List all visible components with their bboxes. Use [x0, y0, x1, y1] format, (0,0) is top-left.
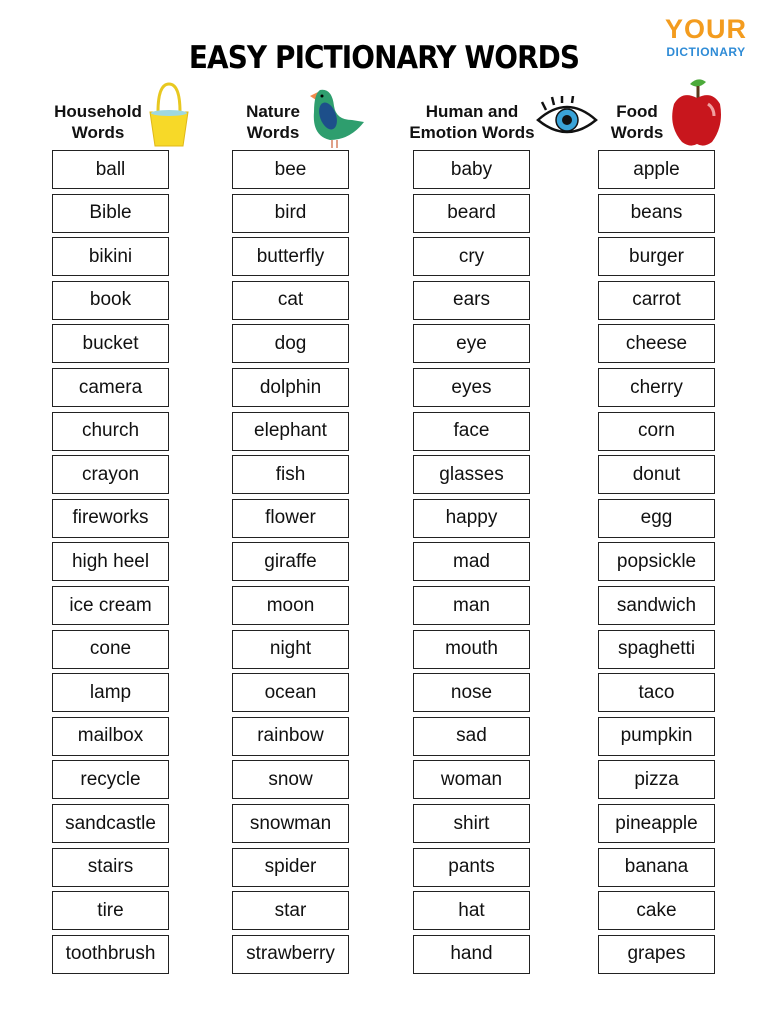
word-box-food: sandwich [598, 586, 715, 625]
word-box-food: egg [598, 499, 715, 538]
word-box-human-emotion: hat [413, 891, 530, 930]
word-box-human-emotion: shirt [413, 804, 530, 843]
word-box-nature: night [232, 630, 349, 669]
word-box-household: Bible [52, 194, 169, 233]
header-nature [236, 101, 310, 143]
word-box-nature: ocean [232, 673, 349, 712]
word-box-food: donut [598, 455, 715, 494]
word-box-household: cone [52, 630, 169, 669]
word-box-human-emotion: man [413, 586, 530, 625]
word-box-household: lamp [52, 673, 169, 712]
word-box-nature: spider [232, 848, 349, 887]
bucket-icon [146, 82, 192, 150]
word-box-human-emotion: mad [413, 542, 530, 581]
word-box-nature: strawberry [232, 935, 349, 974]
header-line: Food [616, 102, 658, 121]
word-box-household: toothbrush [52, 935, 169, 974]
header-household [50, 101, 146, 143]
word-box-human-emotion: happy [413, 499, 530, 538]
word-box-household: fireworks [52, 499, 169, 538]
bird-icon [306, 86, 368, 150]
word-box-household: mailbox [52, 717, 169, 756]
word-box-food: pumpkin [598, 717, 715, 756]
header-line: Words [610, 123, 664, 142]
word-box-food: pineapple [598, 804, 715, 843]
word-box-human-emotion: ears [413, 281, 530, 320]
word-box-food: pizza [598, 760, 715, 799]
word-box-nature: fish [232, 455, 349, 494]
header-line: Words [246, 123, 300, 142]
word-box-household: crayon [52, 455, 169, 494]
word-box-household: book [52, 281, 169, 320]
word-box-household: sandcastle [52, 804, 169, 843]
word-box-food: cheese [598, 324, 715, 363]
word-box-household: tire [52, 891, 169, 930]
word-box-human-emotion: baby [413, 150, 530, 189]
word-box-human-emotion: glasses [413, 455, 530, 494]
page-title: EASY PICTIONARY WORDS [188, 40, 580, 76]
word-box-human-emotion: hand [413, 935, 530, 974]
word-box-human-emotion: cry [413, 237, 530, 276]
header-line: Words [71, 123, 125, 142]
word-box-household: ball [52, 150, 169, 189]
word-box-food: taco [598, 673, 715, 712]
word-box-nature: giraffe [232, 542, 349, 581]
word-box-nature: rainbow [232, 717, 349, 756]
header-line: Emotion Words [409, 123, 535, 142]
word-box-nature: snowman [232, 804, 349, 843]
word-box-nature: butterfly [232, 237, 349, 276]
word-box-human-emotion: nose [413, 673, 530, 712]
logo-line2: DICTIONARY [666, 45, 746, 59]
word-box-human-emotion: sad [413, 717, 530, 756]
word-box-food: popsickle [598, 542, 715, 581]
header-line: Nature [246, 102, 300, 121]
word-box-nature: bee [232, 150, 349, 189]
logo-line1: YOUR [664, 14, 747, 44]
word-box-household: recycle [52, 760, 169, 799]
word-box-household: bikini [52, 237, 169, 276]
word-box-human-emotion: eyes [413, 368, 530, 407]
word-box-nature: dog [232, 324, 349, 363]
word-box-food: banana [598, 848, 715, 887]
header-food [606, 101, 668, 143]
eye-icon [536, 96, 598, 138]
word-box-human-emotion: face [413, 412, 530, 451]
word-box-human-emotion: mouth [413, 630, 530, 669]
word-box-food: carrot [598, 281, 715, 320]
word-box-food: burger [598, 237, 715, 276]
word-box-food: beans [598, 194, 715, 233]
word-box-household: stairs [52, 848, 169, 887]
word-box-nature: snow [232, 760, 349, 799]
header-line: Household [54, 102, 142, 121]
word-box-human-emotion: beard [413, 194, 530, 233]
word-box-food: grapes [598, 935, 715, 974]
word-box-nature: cat [232, 281, 349, 320]
header-line: Human and [425, 102, 519, 121]
word-box-nature: moon [232, 586, 349, 625]
word-box-food: cherry [598, 368, 715, 407]
word-box-human-emotion: eye [413, 324, 530, 363]
word-box-nature: star [232, 891, 349, 930]
word-box-household: camera [52, 368, 169, 407]
word-box-food: spaghetti [598, 630, 715, 669]
word-box-food: corn [598, 412, 715, 451]
word-box-food: apple [598, 150, 715, 189]
word-box-household: high heel [52, 542, 169, 581]
word-box-household: church [52, 412, 169, 451]
word-box-household: bucket [52, 324, 169, 363]
header-human-emotion [404, 101, 540, 143]
word-box-household: ice cream [52, 586, 169, 625]
word-box-nature: bird [232, 194, 349, 233]
apple-icon [668, 76, 726, 148]
word-box-human-emotion: woman [413, 760, 530, 799]
word-box-nature: flower [232, 499, 349, 538]
word-box-food: cake [598, 891, 715, 930]
word-box-nature: dolphin [232, 368, 349, 407]
word-box-human-emotion: pants [413, 848, 530, 887]
word-box-nature: elephant [232, 412, 349, 451]
